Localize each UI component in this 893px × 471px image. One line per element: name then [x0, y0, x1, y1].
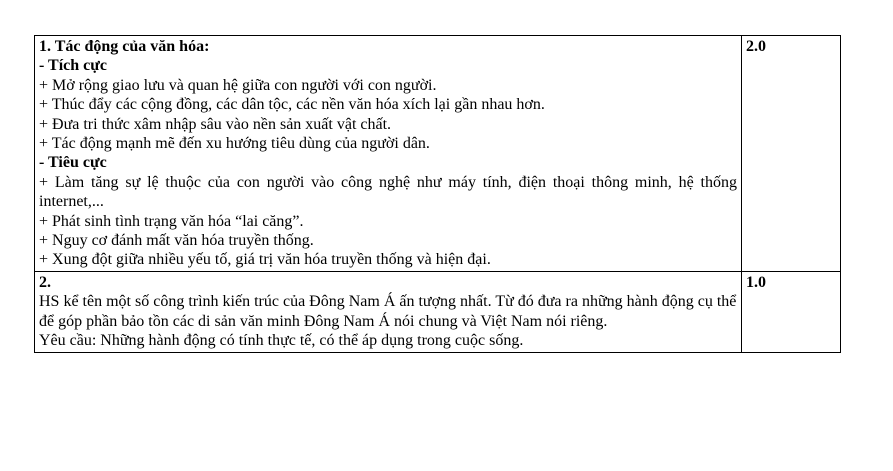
negative-heading: - Tiêu cực — [39, 154, 107, 172]
score-cell: 1.0 — [742, 271, 841, 352]
list-item: + Đưa tri thức xâm nhập sâu vào nền sản xuất vật chất. — [39, 115, 392, 133]
table-row — [35, 36, 841, 272]
requirement-text: Yêu cầu: Những hành động có tính thực tế, có thể áp dụng trong cuộc sống. — [39, 332, 524, 350]
content-cell — [35, 36, 742, 272]
table-row — [35, 271, 841, 352]
section-title: 2. — [39, 273, 51, 291]
list-item: + Xung đột giữa nhiều yếu tố, giá trị văn hóa truyền thống và hiện đại. — [39, 251, 491, 269]
answer-table — [34, 35, 841, 353]
list-item: + Nguy cơ đánh mất văn hóa truyền thống. — [39, 232, 314, 250]
content-cell — [35, 271, 742, 352]
paragraph: HS kể tên một số công trình kiến trúc của Đông Nam Á ấn tượng nhất. Từ đó đưa ra những hành động cụ thể để góp phần bảo tồn các di sản văn minh Đông Nam Á nói chung và Việt Nam nói riêng. — [39, 293, 737, 330]
list-item: + Thúc đẩy các cộng đồng, các dân tộc, các nền văn hóa xích lại gần nhau hơn. — [39, 96, 545, 114]
list-item: + Tác động mạnh mẽ đến xu hướng tiêu dùng của người dân. — [39, 135, 430, 153]
positive-heading: - Tích cực — [39, 57, 107, 75]
list-item: + Mở rộng giao lưu và quan hệ giữa con người với con người. — [39, 76, 437, 94]
score-cell: 2.0 — [742, 36, 841, 272]
list-item: + Làm tăng sự lệ thuộc của con người vào công nghệ như máy tính, điện thoại thông minh, hệ thống internet,... — [39, 173, 737, 211]
list-item: + Phát sinh tình trạng văn hóa “lai căng”. — [39, 212, 304, 230]
section-title: 1. Tác động của văn hóa: — [39, 38, 210, 55]
